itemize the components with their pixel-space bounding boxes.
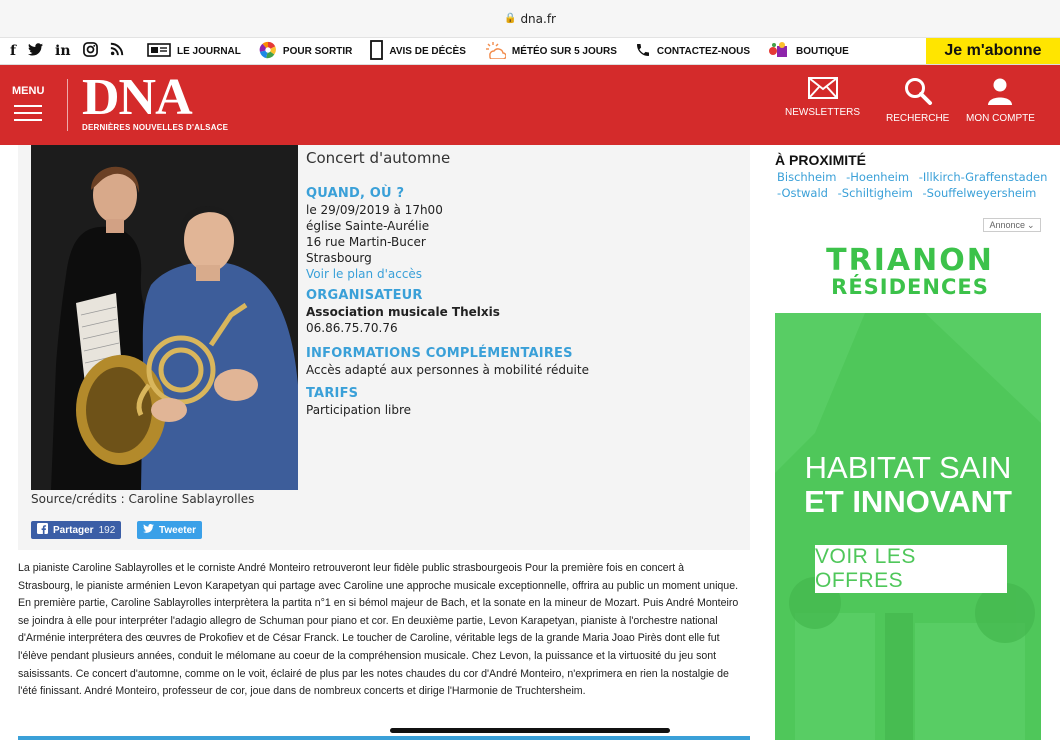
event-title: Concert d'automne — [306, 149, 451, 167]
photo-credit: Source/crédits : Caroline Sablayrolles — [31, 492, 255, 506]
map-link[interactable]: Voir le plan d'accès — [306, 267, 423, 281]
event-date: le 29/09/2019 à 17h00 — [306, 203, 443, 217]
phone-icon — [635, 42, 651, 61]
envelope-icon — [808, 77, 838, 99]
twitter-share-button[interactable]: Tweeter — [137, 521, 202, 539]
browser-url-bar[interactable] — [0, 0, 1060, 38]
search-button[interactable]: RECHERCHE — [886, 77, 949, 124]
ad-label-dropdown[interactable]: Annonce ⌄ — [983, 218, 1041, 232]
notice-frame-icon — [370, 40, 383, 63]
top-link-boutique[interactable]: BOUTIQUE — [759, 41, 858, 62]
subscribe-button[interactable]: Je m'abonne — [926, 38, 1060, 64]
facebook-icon — [37, 523, 48, 537]
event-photo — [31, 145, 298, 490]
menu-label: MENU — [12, 85, 45, 97]
price-heading: TARIFS — [306, 386, 359, 401]
top-nav-links — [138, 40, 858, 63]
organizer-heading: ORGANISATEUR — [306, 288, 423, 303]
share-count: 192 — [98, 524, 116, 536]
newsletters-button[interactable]: NEWSLETTERS — [785, 77, 860, 118]
top-link-meteo[interactable]: MÉTÉO SUR 5 JOURS — [475, 41, 626, 62]
article-paragraph: En première partie, Caroline Sablayrolles interprètera la partita n°1 en si bémol majeur de Bach, et la sonate en la mineur de Mozart. Puis André Monteiro se joindra à elle pour interpréter l'adagio allegro de Schuman pour piano et cor. En deuxième partie, Levon Karapetyan, pianiste à l'orchestre national d'Arménie interprétera des œuvres de Prokofiev et de César Franck. Le toucher de Caroline, véritable legs de la grande Maria Joao Pirès dont elle fut l'élève pendant plusieurs années, conduit le mélomane au coeur de la compréhension musicale. Chez Levon, la puissance et la virtuosité du jeu sont saisissants. Ce concert d'automne, comme on le voit, éclairé de plus par les notes chaudes du cor d'André Monteiro, n'exprimera en rien la nostalgie de l'été finissant. André Monteiro, professeur de cor, joue dans de nombreux concerts et dirige l'Harmonie de Truchtersheim. — [18, 597, 739, 698]
article-body — [18, 560, 740, 701]
search-icon — [903, 77, 933, 105]
nearby-section — [775, 152, 1055, 201]
event-street: 16 rue Martin-Bucer — [306, 235, 426, 249]
event-city: Strasbourg — [306, 251, 372, 265]
shop-bag-icon — [768, 41, 790, 62]
top-link-sortir[interactable]: POUR SORTIR — [250, 41, 361, 62]
event-place: église Sainte-Aurélie — [306, 219, 430, 233]
twitter-icon — [143, 524, 154, 536]
nearby-heading: À PROXIMITÉ — [775, 152, 867, 168]
info-text: Accès adapté aux personnes à mobilité réduite — [306, 363, 589, 377]
town-link[interactable]: Bischheim — [777, 170, 837, 184]
town-link[interactable]: -Souffelweyersheim — [922, 186, 1037, 200]
logo-text: DNA — [82, 69, 192, 126]
when-heading: QUAND, OÙ ? — [306, 186, 405, 201]
newspaper-icon — [147, 43, 171, 60]
next-section-bar — [18, 736, 750, 740]
instagram-icon[interactable] — [83, 42, 98, 61]
ad-cta-button[interactable]: VOIR LES OFFRES — [815, 545, 1007, 593]
url-text: dna.fr — [520, 11, 556, 26]
organizer-name: Association musicale Thelxis — [306, 305, 500, 319]
weather-sun-cloud-icon — [484, 41, 506, 62]
hamburger-icon — [12, 105, 52, 121]
ad-banner[interactable] — [775, 313, 1041, 740]
home-indicator[interactable] — [390, 728, 670, 733]
event-info — [306, 150, 736, 418]
facebook-share-button[interactable]: Partager 192 — [31, 521, 121, 539]
site-logo[interactable] — [82, 69, 229, 132]
rss-icon[interactable] — [110, 42, 124, 60]
top-strip — [0, 38, 1060, 65]
top-link-avis-deces[interactable]: AVIS DE DÉCÈS — [361, 40, 475, 63]
site-header — [0, 65, 1060, 145]
account-button[interactable]: MON COMPTE — [966, 77, 1035, 124]
menu-button[interactable] — [12, 85, 52, 121]
linkedin-icon[interactable]: in — [55, 43, 71, 59]
social-links — [0, 42, 138, 61]
facebook-icon[interactable]: f — [10, 43, 17, 59]
ad-brand-logo[interactable]: TRIANON RÉSIDENCES — [826, 243, 994, 299]
town-link[interactable]: -Hoenheim — [846, 170, 910, 184]
article-paragraph: La pianiste Caroline Sablayrolles et le corniste André Monteiro retrouveront leur fidèle public strasbourgeois Pour la première fois en concert à Strasbourg, le pianiste arménien Levon Karapetyan qui partage avec Caroline une approche musicale exceptionnelle, offrira au public un moment unique. — [18, 562, 739, 592]
organizer-phone: 06.86.75.70.76 — [306, 321, 398, 335]
town-link[interactable]: -Schiltigheim — [837, 186, 913, 200]
header-divider — [67, 79, 68, 131]
nearby-towns — [775, 169, 1055, 201]
town-link[interactable]: -Ostwald — [777, 186, 828, 200]
logo-subtitle: DERNIÈRES NOUVELLES D'ALSACE — [82, 123, 229, 132]
chevron-down-icon: ⌄ — [1026, 219, 1035, 230]
color-wheel-icon — [259, 41, 277, 62]
top-link-contact[interactable]: CONTACTEZ-NOUS — [626, 42, 759, 61]
ad-headline: HABITAT SAIN ET INNOVANT — [804, 450, 1012, 519]
info-heading: INFORMATIONS COMPLÉMENTAIRES — [306, 346, 573, 361]
top-link-journal[interactable]: LE JOURNAL — [138, 43, 250, 60]
town-link[interactable]: -Illkirch-Graffenstaden — [918, 170, 1048, 184]
price-text: Participation libre — [306, 403, 412, 417]
user-icon — [985, 77, 1015, 105]
twitter-icon[interactable] — [28, 43, 43, 60]
lock-icon: 🔒 — [503, 13, 517, 24]
